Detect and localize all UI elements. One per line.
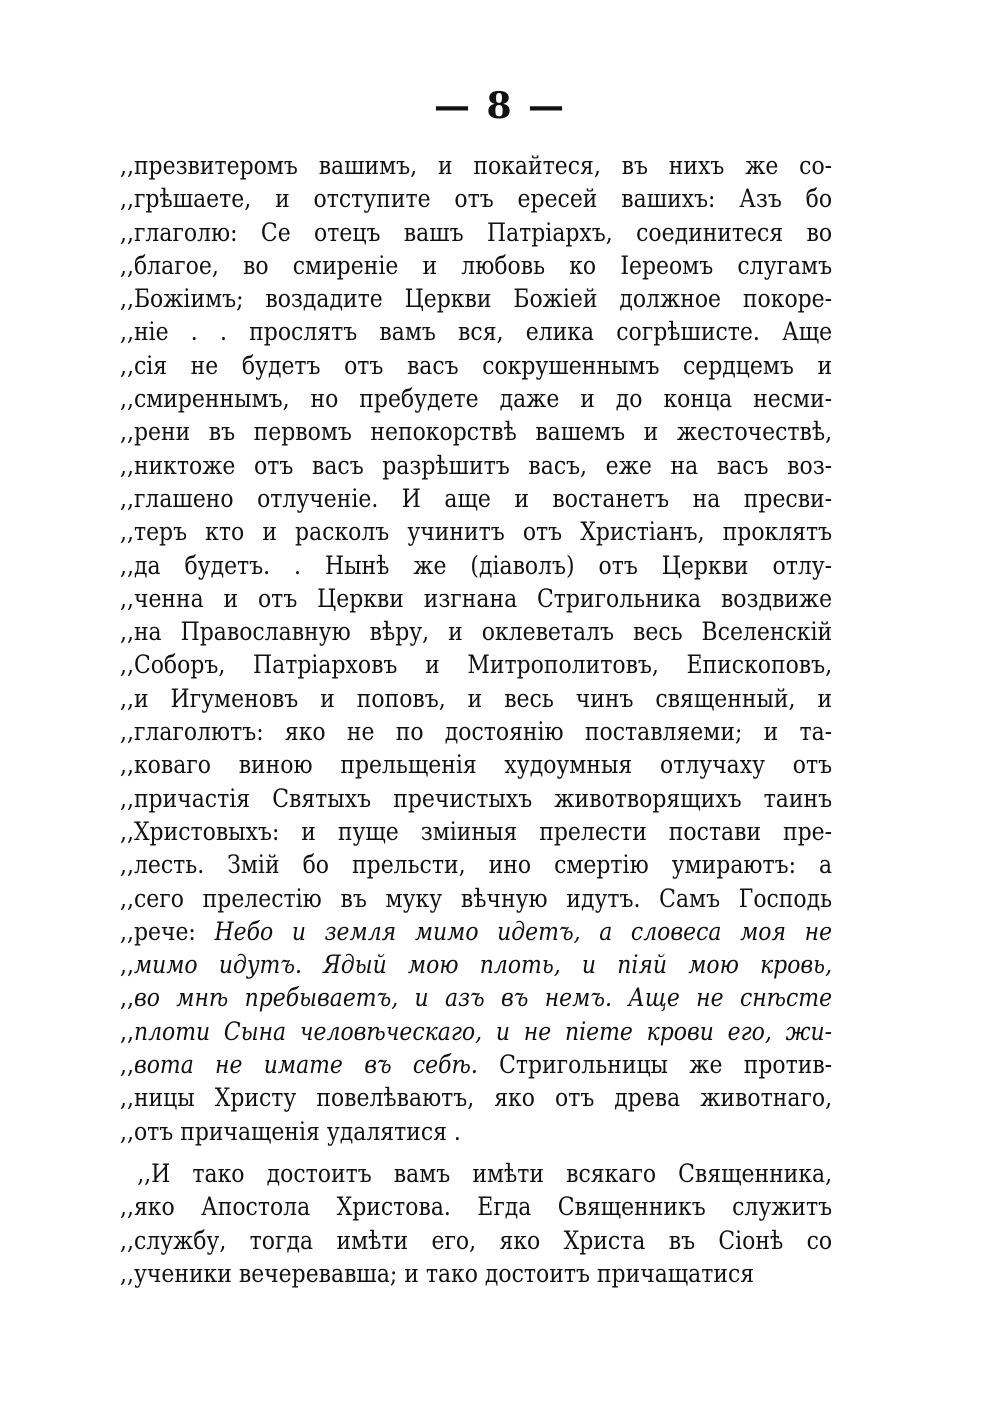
text-line <box>120 583 832 616</box>
text-segment: ,,грѣшаете, и отступите отъ ересей вашихъ: Азъ бо <box>120 184 833 215</box>
text-segment: ,,ницы Христу повелѣваютъ, яко отъ древа животнаго, <box>120 1083 833 1114</box>
text-line <box>120 616 832 649</box>
text-segment: ,,яко Апостола Христова. Егда Священникъ служитъ <box>120 1192 833 1223</box>
italic-quote-segment: вота не имате въ себѣ. <box>133 1050 478 1081</box>
text-line <box>120 749 832 782</box>
text-segment: ,, <box>120 950 134 981</box>
text-line <box>120 649 832 682</box>
italic-quote-segment: плоти Сына человѣческаго, и не піете крови его, жи- <box>133 1016 833 1047</box>
text-segment: ,,на Православную вѣру, и оклеветалъ весь Вселенскій <box>120 617 833 648</box>
text-line <box>120 316 832 349</box>
text-line <box>120 1016 832 1049</box>
text-segment: ,,службу, тогда имѣти его, яко Христа въ Сіонѣ со <box>120 1225 833 1256</box>
text-segment: ,,глаголю: Се отецъ вашъ Патріархъ, соединитеся во <box>120 217 833 248</box>
text-line <box>120 516 832 549</box>
text-line <box>120 949 832 982</box>
text-line <box>120 416 832 449</box>
text-line <box>120 1225 832 1258</box>
text-line <box>120 783 832 816</box>
text-line <box>120 183 832 216</box>
text-line <box>120 383 832 416</box>
text-line <box>120 1049 832 1082</box>
text-segment: ,,ченна и отъ Церкви изгнана Стригольника воздвиже <box>120 583 833 614</box>
body-text <box>120 150 832 1291</box>
text-segment: ,,рени въ первомъ непокорствѣ вашемъ и жесточествѣ, <box>120 417 833 448</box>
text-segment: ,,лесть. Змій бо прельсти, ино смертію умираютъ: а <box>120 850 833 881</box>
text-segment: ,,сего прелестію въ муку вѣчную идутъ. Самъ Господь <box>120 883 833 914</box>
text-segment: ,,и Игуменовъ и поповъ, и весь чинъ священный, и <box>120 683 833 714</box>
text-line <box>120 350 832 383</box>
italic-quote-segment: во мнѣ пребываетъ, и азъ въ немъ. Аще не снѣсте <box>133 983 833 1014</box>
text-segment: ,,смиреннымъ, но пребудете даже и до конца несми- <box>120 384 833 415</box>
text-line <box>120 217 832 250</box>
text-line <box>120 250 832 283</box>
text-line <box>120 283 832 316</box>
text-segment: ,,никтоже отъ васъ разрѣшитъ васъ, еже на васъ воз- <box>120 450 833 481</box>
text-segment: ,, <box>120 1016 134 1047</box>
text-segment: ,,да будетъ. . Нынѣ же (діаволъ) отъ Церкви отлу- <box>120 550 833 581</box>
text-segment: ,, <box>120 1050 134 1081</box>
text-segment: Стригольницы же против- <box>477 1050 833 1081</box>
text-line <box>120 1082 832 1115</box>
text-segment: ,, <box>120 983 134 1014</box>
text-segment: ,,ніе . . прослятъ вамъ вся, елика согрѣшисте. Аще <box>120 317 833 348</box>
text-segment: ,,отъ причащенія удалятися . <box>120 1116 461 1147</box>
italic-quote-segment: Небо и земля мимо идетъ, а словеса моя не <box>214 916 833 947</box>
text-segment: ,,ученики вечеревавша; и тако достоитъ причащатися <box>120 1258 755 1289</box>
text-line <box>120 450 832 483</box>
text-segment: ,,теръ кто и расколъ учинитъ отъ Христіанъ, проклятъ <box>120 517 833 548</box>
text-line <box>120 1258 832 1291</box>
text-line <box>120 683 832 716</box>
text-segment: ,,причастія Святыхъ пречистыхъ животворящихъ таинъ <box>120 783 833 814</box>
text-segment: ,,сія не будетъ отъ васъ сокрушеннымъ сердцемъ и <box>120 350 833 381</box>
text-line <box>120 483 832 516</box>
text-segment: ,,благое, во смиреніе и любовь ко Іереомъ слугамъ <box>120 250 833 281</box>
text-segment: ,,коваго виною прельщенія худоумныя отлучаху отъ <box>120 750 833 781</box>
text-segment: ,,презвитеромъ вашимъ, и покайтеся, въ нихъ же со- <box>120 151 833 181</box>
text-line <box>120 150 832 183</box>
text-line <box>120 716 832 749</box>
text-segment: ,,И тако достоитъ вамъ имѣти всякаго Священника, <box>137 1158 833 1189</box>
text-line <box>120 816 832 849</box>
text-line <box>120 982 832 1015</box>
text-line <box>120 1191 832 1224</box>
text-segment: ,,глаголютъ: яко не по достоянію поставляеми; и та- <box>120 717 833 748</box>
page-number: — 8 — <box>433 85 567 127</box>
text-line <box>120 849 832 882</box>
text-segment: ,,рече: <box>120 916 215 947</box>
text-line <box>120 1158 832 1191</box>
italic-quote-segment: мимо идутъ. Ядый мою плоть, и піяй мою кровь, <box>133 950 833 981</box>
text-segment: ,,Христовыхъ: и пуще зміиныя прелести постави пре- <box>120 816 833 847</box>
text-segment: ,,Соборъ, Патріарховъ и Митрополитовъ, Епископовъ, <box>120 650 833 681</box>
text-line <box>120 883 832 916</box>
text-segment: ,,глашено отлученіе. И аще и востанетъ на пресви- <box>120 483 833 514</box>
text-line <box>120 1116 832 1149</box>
text-line <box>120 550 832 583</box>
text-segment: ,,Божіимъ; воздадите Церкви Божіей должное покоре- <box>120 284 833 315</box>
text-line <box>120 916 832 949</box>
